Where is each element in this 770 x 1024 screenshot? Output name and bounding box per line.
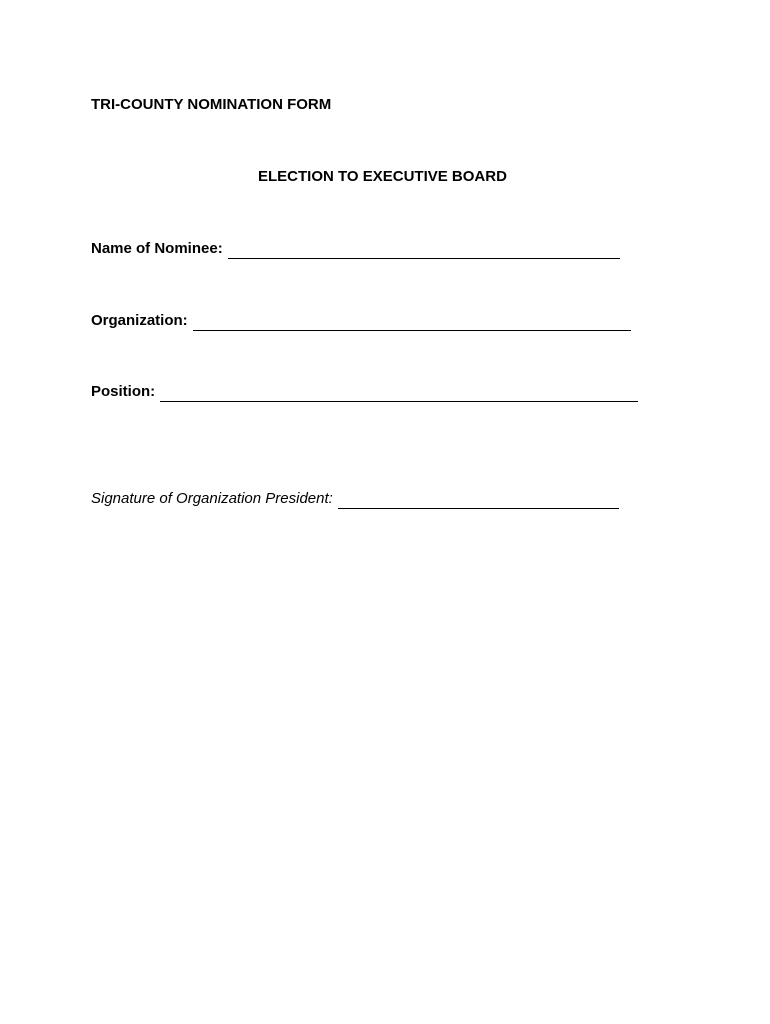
position-field-row <box>91 382 638 402</box>
signature-blank-line[interactable] <box>338 493 619 509</box>
organization-field-row <box>91 311 631 331</box>
signature-label: Signature of Organization President: <box>91 490 333 507</box>
position-label: Position: <box>91 383 156 400</box>
nominee-field-row <box>91 239 620 259</box>
form-subtitle: ELECTION TO EXECUTIVE BOARD <box>258 168 507 185</box>
organization-label: Organization: <box>91 312 188 329</box>
position-blank-line[interactable] <box>160 386 638 402</box>
form-title: TRI-COUNTY NOMINATION FORM <box>91 96 332 113</box>
nominee-blank-line[interactable] <box>228 243 620 259</box>
signature-field-row <box>91 489 619 509</box>
nominee-label: Name of Nominee: <box>91 240 223 257</box>
organization-blank-line[interactable] <box>193 315 631 331</box>
